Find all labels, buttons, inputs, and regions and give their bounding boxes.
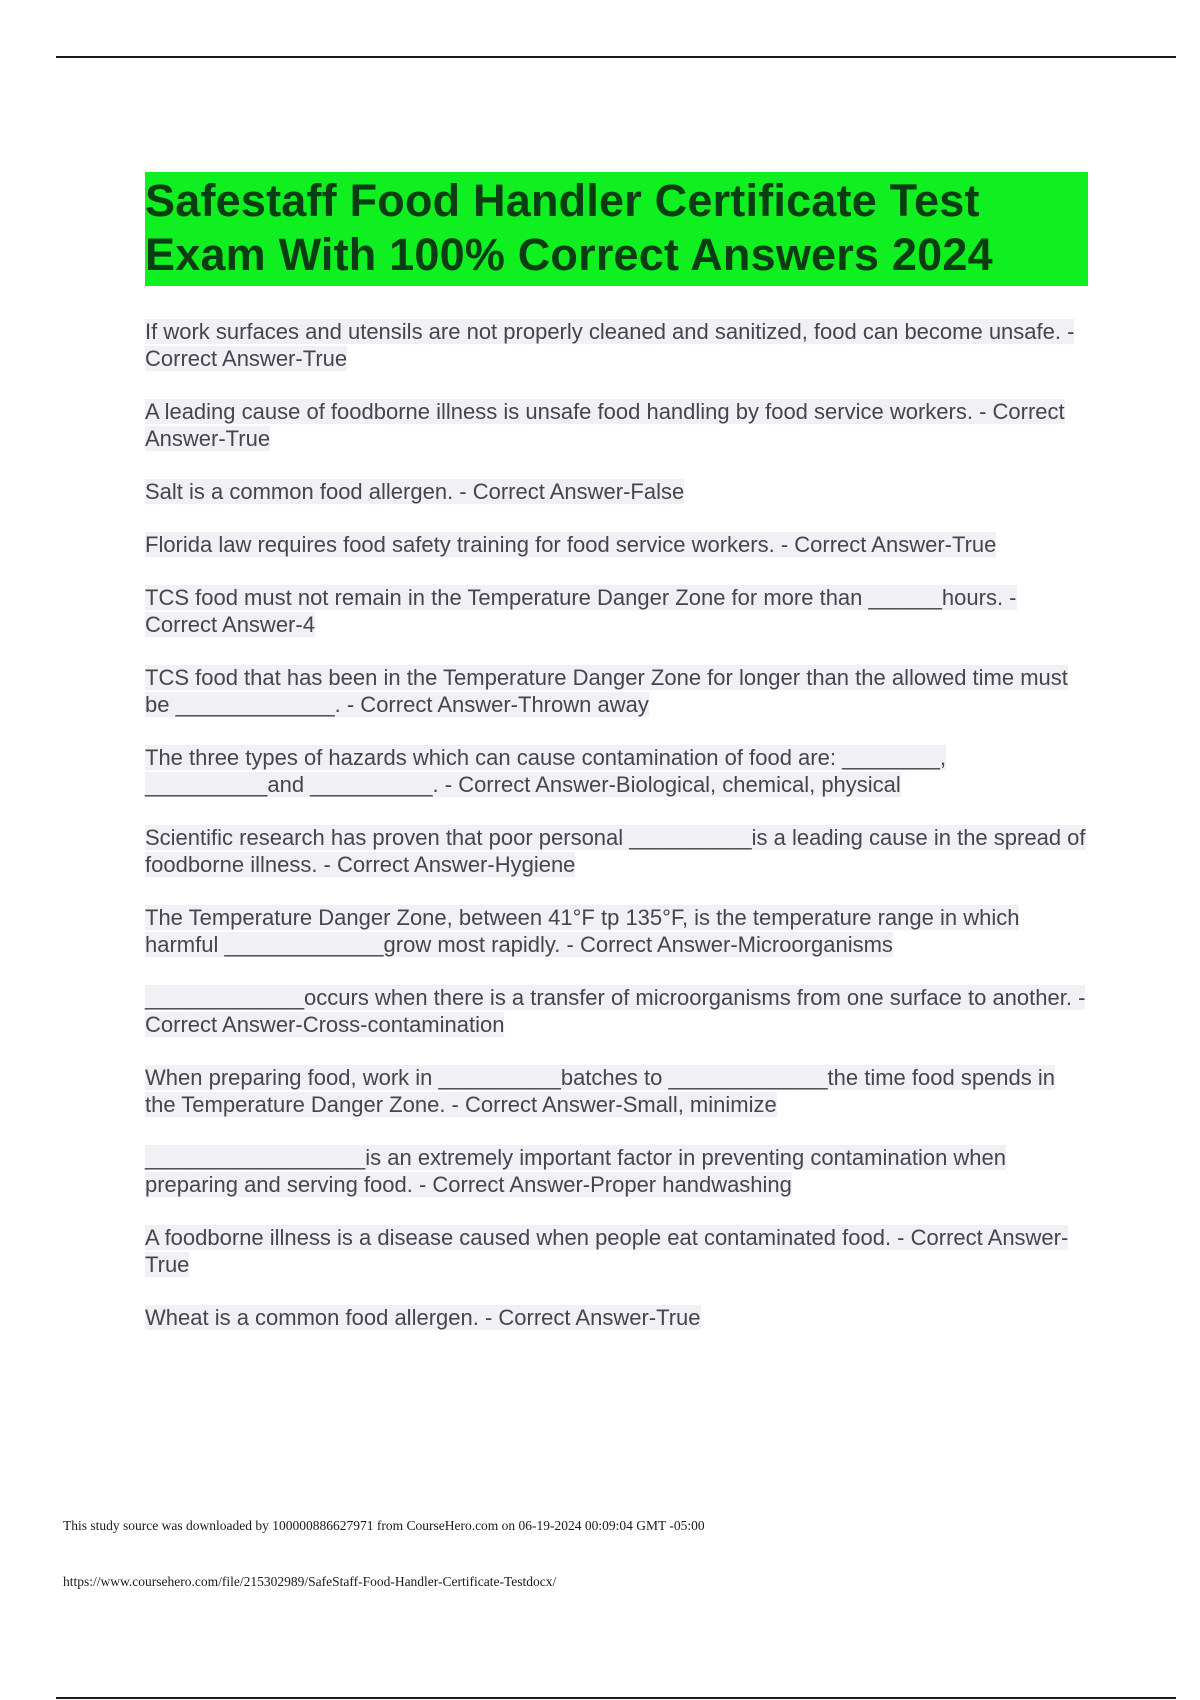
source-url[interactable]: https://www.coursehero.com/file/215302989/SafeStaff-Food-Handler-Certificate-Testdocx/	[63, 1574, 557, 1589]
qa-item	[145, 531, 1090, 558]
qa-text: Wheat is a common food allergen. - Correct Answer-True	[145, 1305, 701, 1330]
qa-item	[145, 1304, 1090, 1331]
qa-text: Florida law requires food safety training for food service workers. - Correct Answer-True	[145, 532, 997, 557]
download-source-note: This study source was downloaded by 100000886627971 from CourseHero.com on 06-19-2024 00:09:04 GMT -05:00	[63, 1518, 705, 1533]
top-rule	[56, 56, 1176, 58]
qa-item	[145, 1224, 1090, 1278]
qa-text: Scientific research has proven that poor personal __________is a leading cause in the spread of foodborne illness. - Correct Answer-Hygiene	[145, 825, 1086, 877]
qa-text: A foodborne illness is a disease caused when people eat contaminated food. - Correct Answer-True	[145, 1225, 1069, 1277]
qa-text: __________________is an extremely important factor in preventing contamination when preparing and serving food. - Correct Answer-Proper handwashing	[145, 1145, 1007, 1197]
qa-item	[145, 904, 1090, 958]
qa-text: A leading cause of foodborne illness is unsafe food handling by food service workers. - Correct Answer-True	[145, 399, 1065, 451]
document-body	[145, 172, 1090, 1357]
qa-text: The three types of hazards which can cause contamination of food are: ________, __________and __________. - Correct Answer-Biological, chemical, physical	[145, 745, 947, 797]
qa-item	[145, 478, 1090, 505]
qa-item	[145, 744, 1090, 798]
qa-item	[145, 984, 1090, 1038]
qa-item	[145, 1064, 1090, 1118]
qa-text: TCS food must not remain in the Temperature Danger Zone for more than ______hours. - Correct Answer-4	[145, 585, 1017, 637]
qa-item	[145, 398, 1090, 452]
qa-text: _____________occurs when there is a transfer of microorganisms from one surface to another. - Correct Answer-Cross-contamination	[145, 985, 1086, 1037]
qa-text: Salt is a common food allergen. - Correct Answer-False	[145, 479, 685, 504]
title-block	[145, 172, 1088, 286]
qa-item	[145, 824, 1090, 878]
document-title: Safestaff Food Handler Certificate Test Exam With 100% Correct Answers 2024	[145, 172, 1088, 286]
qa-text: The Temperature Danger Zone, between 41°F tp 135°F, is the temperature range in which harmful _____________grow most rapidly. - Correct Answer-Microorganisms	[145, 905, 1020, 957]
qa-text: TCS food that has been in the Temperature Danger Zone for longer than the allowed time must be _____________. - Correct Answer-Thrown away	[145, 665, 1068, 717]
bottom-rule	[56, 1697, 1176, 1699]
qa-item	[145, 584, 1090, 638]
qa-text: If work surfaces and utensils are not properly cleaned and sanitized, food can become unsafe. - Correct Answer-True	[145, 319, 1075, 371]
qa-text: When preparing food, work in __________batches to _____________the time food spends in the Temperature Danger Zone. - Correct Answer-Small, minimize	[145, 1065, 1056, 1117]
qa-list	[145, 318, 1090, 1331]
qa-item	[145, 1144, 1090, 1198]
qa-item	[145, 664, 1090, 718]
qa-item	[145, 318, 1090, 372]
